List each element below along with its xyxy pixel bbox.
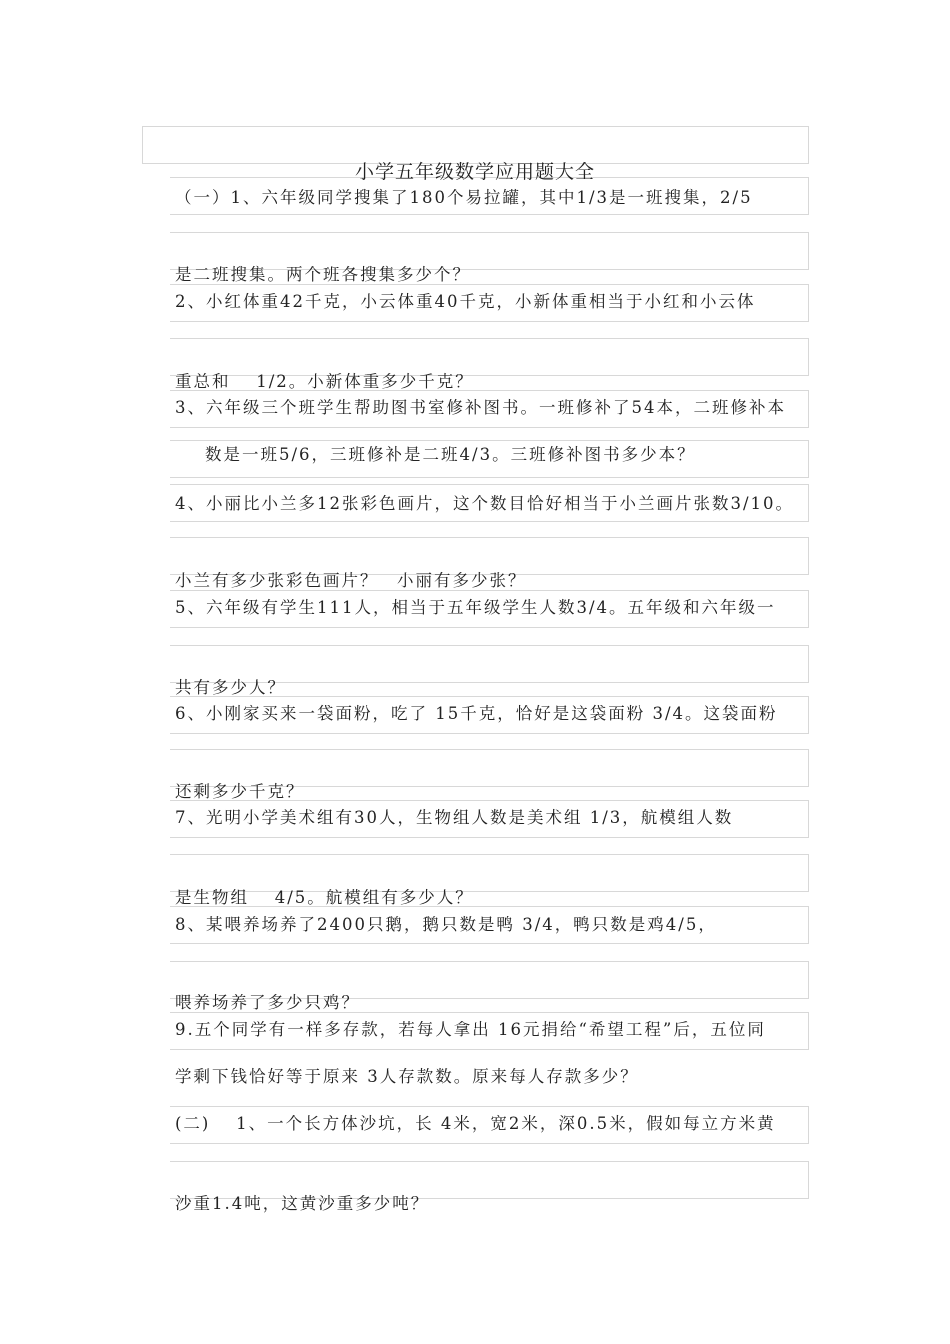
problem-line: 6、小刚家买来一袋面粉，吃了 15千克，恰好是这袋面粉 3/4。这袋面粉 xyxy=(175,704,778,723)
problem-line: 数是一班5/6，三班修补是二班4/3。三班修补图书多少本？ xyxy=(205,445,696,464)
problem-line: 4、小丽比小兰多12张彩色画片，这个数目恰好相当于小兰画片张数3/10。 xyxy=(175,494,795,513)
problem-line: 共有多少人？ xyxy=(175,678,286,697)
problem-line: 8、某喂养场养了2400只鹅，鹅只数是鸭 3/4，鸭只数是鸡4/5， xyxy=(175,915,717,934)
problem-line: 9.五个同学有一样多存款，若每人拿出 16元捐给“希望工程”后，五位同 xyxy=(175,1020,766,1039)
problem-line: (二) 1、一个长方体沙坑，长 4米，宽2米，深0.5米，假如每立方米黄 xyxy=(175,1114,776,1133)
problem-line: 3、六年级三个班学生帮助图书室修补图书。一班修补了54本，二班修补本 xyxy=(175,398,786,417)
problem-line: 喂养场养了多少只鸡？ xyxy=(175,993,360,1012)
problem-line: 是二班搜集。两个班各搜集多少个？ xyxy=(175,265,471,284)
page-title: 小学五年级数学应用题大全 xyxy=(354,161,595,183)
problem-line: 学剩下钱恰好等于原来 3人存款数。原来每人存款多少？ xyxy=(175,1067,639,1086)
problem-line: 是生物组 4/5。航模组有多少人？ xyxy=(175,888,474,907)
problem-line: 2、小红体重42千克，小云体重40千克，小新体重相当于小红和小云体 xyxy=(175,292,756,311)
problem-line: 沙重1.4吨，这黄沙重多少吨？ xyxy=(175,1194,430,1213)
problem-line: 重总和 1/2。小新体重多少千克？ xyxy=(175,372,474,391)
problem-line: 还剩多少千克？ xyxy=(175,782,305,801)
problem-line: 小兰有多少张彩色画片？ 小丽有多少张？ xyxy=(175,571,527,590)
problem-line: （一）1、六年级同学搜集了180个易拉罐，其中1/3是一班搜集，2/5 xyxy=(175,188,753,207)
problem-line: 5、六年级有学生111人，相当于五年级学生人数3/4。五年级和六年级一 xyxy=(175,598,776,617)
problem-line: 7、光明小学美术组有30人，生物组人数是美术组 1/3，航模组人数 xyxy=(175,808,734,827)
